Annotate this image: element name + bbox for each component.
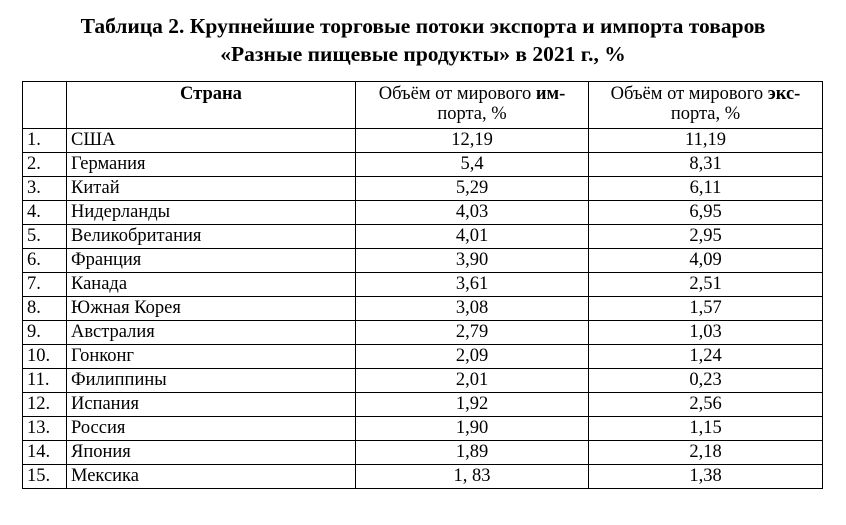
row-number: 5. [23, 225, 67, 249]
table-row [23, 153, 823, 177]
row-country: Мексика [67, 465, 356, 489]
row-export-share: 0,23 [589, 369, 823, 393]
table-row [23, 417, 823, 441]
row-export-share: 1,03 [589, 321, 823, 345]
table-row [23, 297, 823, 321]
row-number: 12. [23, 393, 67, 417]
table-row [23, 177, 823, 201]
row-import-share: 2,01 [356, 369, 589, 393]
row-number: 6. [23, 249, 67, 273]
table-row [23, 225, 823, 249]
table-row [23, 345, 823, 369]
row-country: Южная Корея [67, 297, 356, 321]
table-row [23, 249, 823, 273]
row-country: Россия [67, 417, 356, 441]
row-import-share: 5,29 [356, 177, 589, 201]
row-export-share: 1,38 [589, 465, 823, 489]
header-import-share [356, 82, 589, 129]
table-row [23, 201, 823, 225]
row-import-share: 1,89 [356, 441, 589, 465]
row-number: 11. [23, 369, 67, 393]
header-number [23, 82, 67, 129]
row-number: 8. [23, 297, 67, 321]
row-import-share: 2,79 [356, 321, 589, 345]
row-export-share: 6,95 [589, 201, 823, 225]
row-export-share: 2,51 [589, 273, 823, 297]
row-country: Филиппины [67, 369, 356, 393]
trade-flows-table [22, 81, 823, 489]
row-export-share: 1,57 [589, 297, 823, 321]
row-import-share: 3,61 [356, 273, 589, 297]
row-country: Гонконг [67, 345, 356, 369]
row-country: Франция [67, 249, 356, 273]
row-country: Германия [67, 153, 356, 177]
table-row [23, 441, 823, 465]
row-export-share: 4,09 [589, 249, 823, 273]
row-country: Великобритания [67, 225, 356, 249]
row-export-share: 8,31 [589, 153, 823, 177]
header-export-share [589, 82, 823, 129]
row-country: Нидерланды [67, 201, 356, 225]
row-import-share: 1,90 [356, 417, 589, 441]
row-export-share: 2,95 [589, 225, 823, 249]
row-number: 2. [23, 153, 67, 177]
row-export-share: 6,11 [589, 177, 823, 201]
row-number: 7. [23, 273, 67, 297]
table-row [23, 393, 823, 417]
table-row [23, 273, 823, 297]
row-country: США [67, 129, 356, 153]
row-number: 13. [23, 417, 67, 441]
row-export-share: 2,18 [589, 441, 823, 465]
table-row [23, 129, 823, 153]
row-number: 14. [23, 441, 67, 465]
row-import-share: 3,08 [356, 297, 589, 321]
row-number: 15. [23, 465, 67, 489]
table-caption [0, 12, 846, 68]
row-country: Австралия [67, 321, 356, 345]
row-country: Япония [67, 441, 356, 465]
header-import-suffix: порта, % [437, 104, 507, 124]
caption-line-2: «Разные пищевые продукты» в 2021 г., % [220, 42, 626, 66]
row-country: Испания [67, 393, 356, 417]
row-import-share: 1, 83 [356, 465, 589, 489]
row-export-share: 2,56 [589, 393, 823, 417]
row-import-share: 4,01 [356, 225, 589, 249]
caption-line-1: Таблица 2. Крупнейшие торговые потоки экспорта и импорта товаров [80, 14, 766, 38]
row-import-share: 1,92 [356, 393, 589, 417]
header-import-bold: им- [535, 84, 566, 104]
header-import-prefix: Объём от мирового [378, 84, 536, 104]
row-number: 1. [23, 129, 67, 153]
row-number: 10. [23, 345, 67, 369]
row-import-share: 5,4 [356, 153, 589, 177]
table-row [23, 321, 823, 345]
row-import-share: 12,19 [356, 129, 589, 153]
row-number: 9. [23, 321, 67, 345]
row-number: 4. [23, 201, 67, 225]
row-import-share: 4,03 [356, 201, 589, 225]
header-export-bold: экс- [767, 84, 801, 104]
row-export-share: 11,19 [589, 129, 823, 153]
row-number: 3. [23, 177, 67, 201]
row-export-share: 1,24 [589, 345, 823, 369]
table-row [23, 465, 823, 489]
row-import-share: 2,09 [356, 345, 589, 369]
row-country: Канада [67, 273, 356, 297]
header-export-prefix: Объём от мирового [610, 84, 768, 104]
table-row [23, 369, 823, 393]
row-country: Китай [67, 177, 356, 201]
header-export-suffix: порта, % [670, 104, 741, 124]
row-import-share: 3,90 [356, 249, 589, 273]
header-row [23, 82, 823, 129]
row-export-share: 1,15 [589, 417, 823, 441]
header-country: Страна [67, 82, 356, 129]
